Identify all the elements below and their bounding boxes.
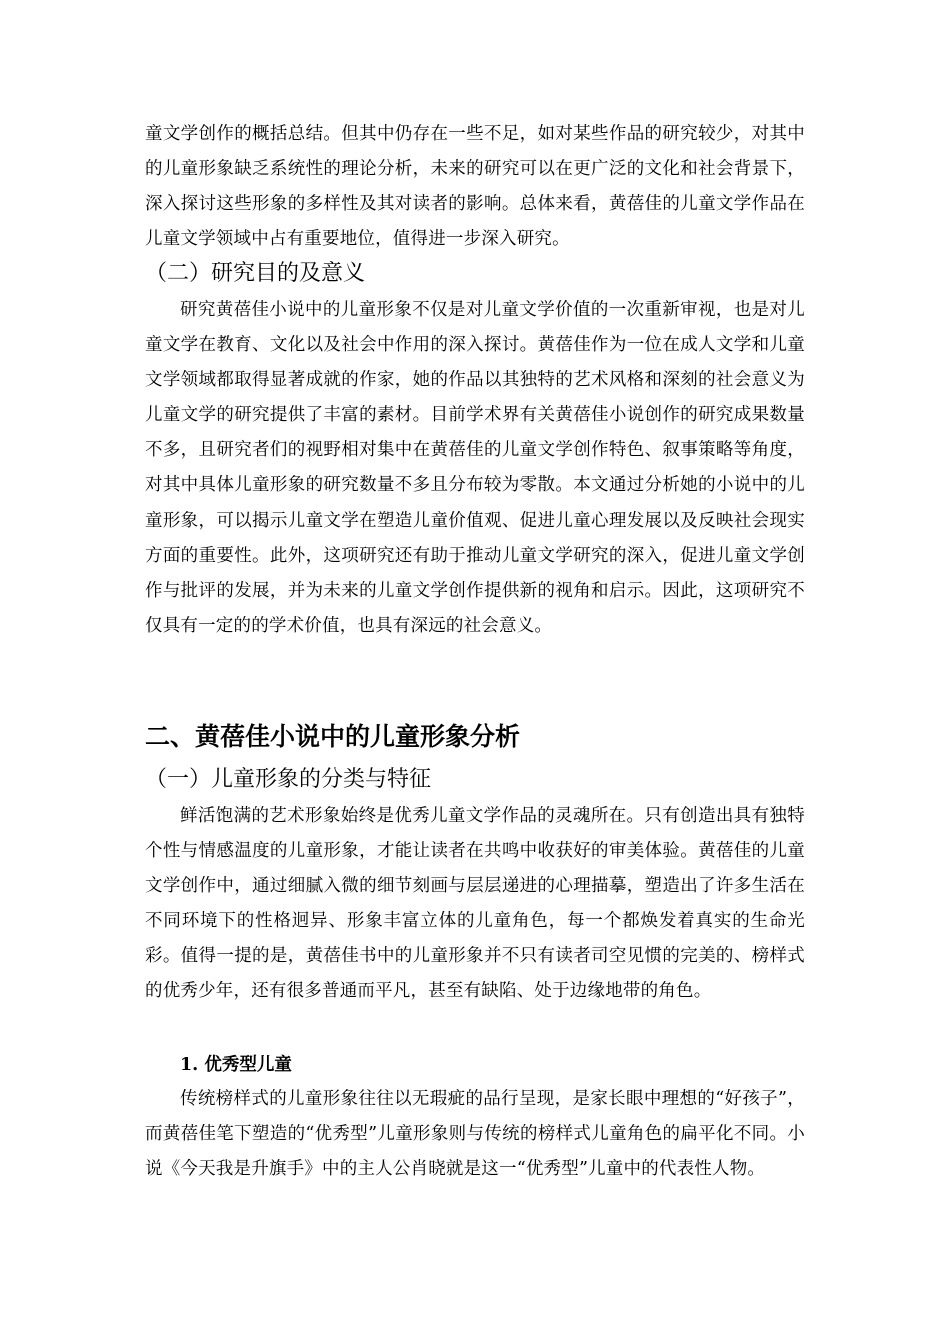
paragraph-child-images-intro: 鲜活饱满的艺术形象始终是优秀儿童文学作品的灵魂所在。只有创造出具有独特个性与情感温度的儿童形象，才能让读者在共鸣中收获好的审美体验。黄蓓佳的儿童文学创作中，通过细腻入微的细节刻画与层层递进的心理描摹，塑造出了许多生活在不同环境下的性格迥异、形象丰富立体的儿童角色，每一个都焕发着真实的生命光彩。值得一提的是，黄蓓佳书中的儿童形象并不只有读者司空见惯的完美的、榜样式的优秀少年，还有很多普通而平凡，甚至有缺陷、处于边缘地带的角色。 xyxy=(145,806,805,1002)
paragraph-summary-continued: 童文学创作的概括总结。但其中仍存在一些不足，如对某些作品的研究较少，对其中的儿童形象缺乏系统性的理论分析，未来的研究可以在更广泛的文化和社会背景下，深入探讨这些形象的多样性及其对读者的影响。总体来看，黄蓓佳的儿童文学作品在儿童文学领域中占有重要地位，值得进一步深入研究。 xyxy=(145,124,805,250)
chapter-heading: 二、黄蓓佳小说中的儿童形象分析 xyxy=(145,722,521,751)
section-heading-classification: （一）儿童形象的分类与特征 xyxy=(145,767,432,792)
paragraph-excellent-child: 传统榜样式的儿童形象往往以无瑕疵的品行呈现，是家长眼中理想的“好孩子”，而黄蓓佳笔下塑造的“优秀型”儿童形象则与传统的榜样式儿童角色的扁平化不同。小说《今天我是升旗手》中的主人公肖晓就是这一“优秀型”儿童中的代表性人物。 xyxy=(145,1089,805,1180)
section-heading-research-purpose: （二）研究目的及意义 xyxy=(145,261,366,286)
subsection-heading-excellent-child: 1. 优秀型儿童 xyxy=(180,1055,292,1075)
paragraph-research-significance: 研究黄蓓佳小说中的儿童形象不仅是对儿童文学价值的一次重新审视，也是对儿童文学在教育、文化以及社会中作用的深入探讨。黄蓓佳作为一位在成人文学和儿童文学领域都取得显著成就的作家，她的作品以其独特的艺术风格和深刻的社会意义为儿童文学的研究提供了丰富的素材。目前学术界有关黄蓓佳小说创作的研究成果数量不多，且研究者们的视野相对集中在黄蓓佳的儿童文学创作特色、叙事策略等角度，对其中具体儿童形象的研究数量不多且分布较为零散。本文通过分析她的小说中的儿童形象，可以揭示儿童文学在塑造儿童价值观、促进儿童心理发展以及反映社会现实方面的重要性。此外，这项研究还有助于推动儿童文学研究的深入，促进儿童文学创作与批评的发展，并为未来的儿童文学创作提供新的视角和启示。因此，这项研究不仅具有一定的的学术价值，也具有深远的社会意义。 xyxy=(145,300,805,636)
